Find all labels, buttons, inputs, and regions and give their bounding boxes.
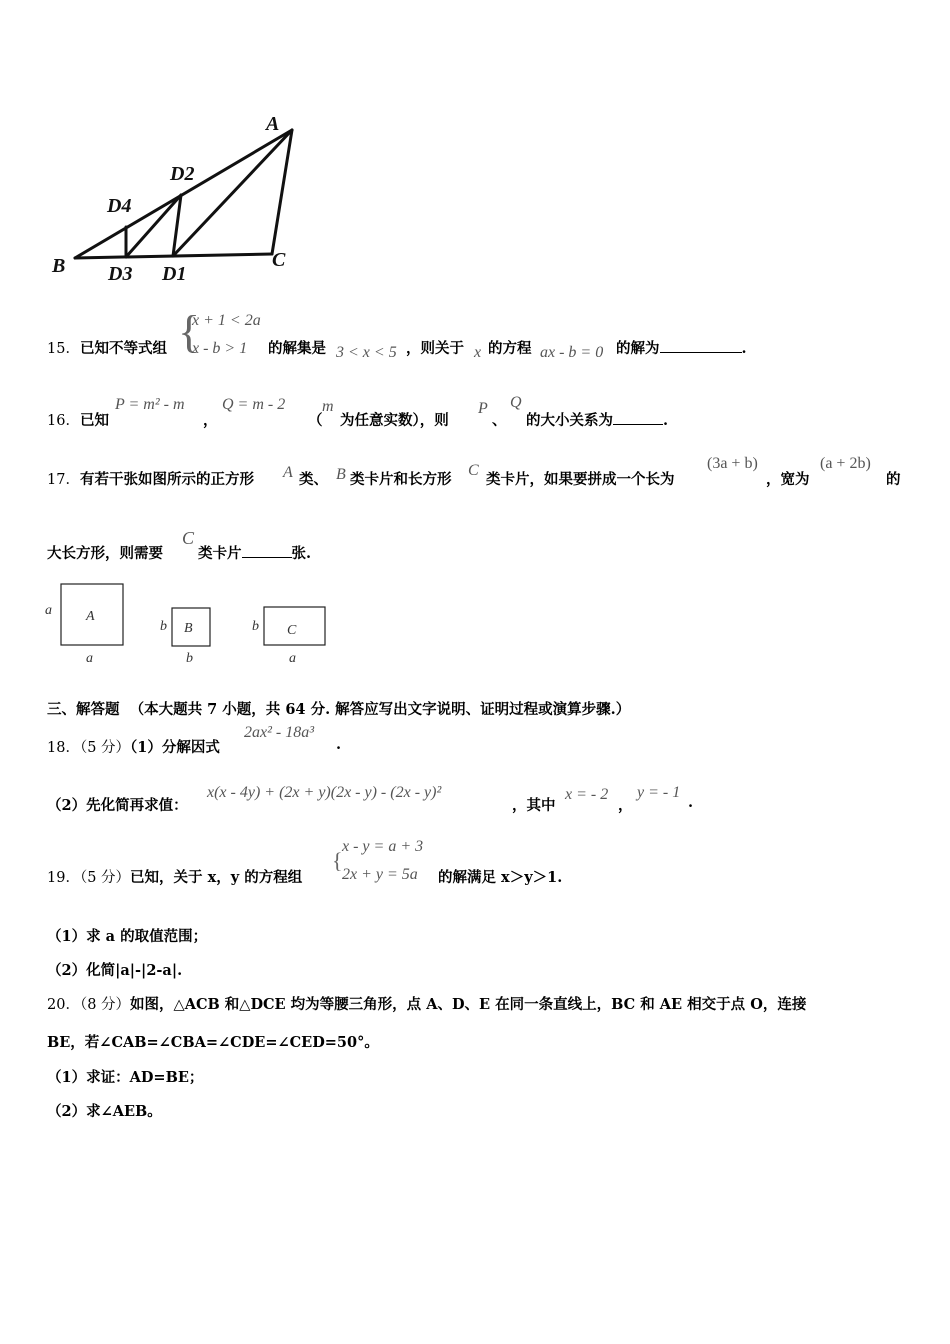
q19-post: 的解满足 x＞y＞1. (438, 869, 563, 886)
q16-paren-text: 为任意实数），则 (340, 412, 449, 429)
q20-number: 20． (47, 997, 80, 1013)
q17-width: (a + 2b) (820, 455, 871, 472)
card-A-bottom-label: a (86, 651, 93, 666)
q20-line2: BE，若∠CAB=∠CBA=∠CDE=∠CED=50°。 (47, 1034, 379, 1051)
q17-line2-pre: 大长方形，则需要 (47, 545, 163, 562)
q18-end2: . (688, 794, 694, 811)
label-B: B (52, 255, 66, 277)
question-19 (47, 866, 302, 887)
q16-Q-expr: Q = m - 2 (222, 396, 286, 413)
q17-line2-post: 类卡片 张. (198, 545, 312, 562)
q18-y-value: y = - 1 (637, 784, 681, 801)
q16-pre: 已知 (79, 412, 109, 429)
section-3-title: 三、解答题 (47, 701, 120, 718)
q17-number: 17． (47, 472, 80, 488)
q17-B: B (336, 466, 346, 483)
q19-part1: （1）求 a 的取值范围； (47, 928, 208, 945)
card-C-side-label: b (252, 619, 259, 634)
q16-comma: ， (203, 412, 218, 429)
card-B-label: B (184, 621, 193, 636)
q16-sep: 、 (492, 412, 507, 429)
q15-system-line1: x + 1 < 2a (192, 312, 261, 329)
cards-figure (40, 578, 340, 670)
section-3-header (47, 698, 630, 719)
q18-expr2: x(x - 4y) + (2x + y)(2x - y) - (2x - y)² (207, 784, 442, 801)
question-17 (47, 468, 254, 489)
q16-P-expr: P = m² - m (115, 396, 185, 413)
q15-pre: 已知不等式组 (79, 340, 167, 357)
q16-Q: Q (510, 394, 522, 411)
q18-number: 18． (47, 740, 80, 756)
label-D2: D2 (170, 163, 195, 185)
q18-end1: . (336, 736, 342, 753)
q16-P: P (478, 400, 488, 417)
q18-mid2: ，其中 (512, 797, 556, 814)
card-A-label: A (86, 609, 95, 624)
card-C-bottom-label: a (289, 651, 296, 666)
q18-comma: ， (618, 797, 633, 814)
q17-t4: ，宽为 (766, 471, 810, 488)
q18-score: （5 分） (79, 740, 131, 756)
q17-pre: 有若干张如图所示的正方形 (79, 471, 254, 488)
q19-system-line2: 2x + y = 5a (342, 866, 418, 883)
q20-part1: （1）求证：AD=BE； (47, 1069, 204, 1086)
q19-score: （5 分） (79, 870, 131, 886)
q17-t5: 的 (886, 471, 901, 488)
q17-C2: C (182, 528, 195, 548)
q18-x-value: x = - 2 (565, 786, 609, 803)
q19-system-line1: x - y = a + 3 (342, 838, 424, 855)
q20-line1: 如图，△ACB 和△DCE 均为等腰三角形，点 A、D、E 在同一条直线上，BC 和 AE 相交于点 O，连接 (130, 996, 807, 1013)
q19-pre: 已知，关于 x，y 的方程组 (130, 869, 303, 886)
q15-solution: 3 < x < 5 (336, 344, 397, 361)
line-BA (75, 130, 292, 258)
q16-paren-open: （ (308, 412, 323, 429)
label-D1: D1 (162, 263, 187, 285)
q18-expr1: 2ax² - 18a³ (244, 724, 315, 741)
q17-t1: 类、 (299, 471, 328, 488)
question-18 (47, 736, 220, 757)
question-16 (47, 409, 109, 430)
question-15 (47, 337, 167, 358)
q17-A: A (283, 464, 293, 481)
q19-number: 19． (47, 870, 80, 886)
label-D3: D3 (108, 263, 133, 285)
section-3-note: （本大题共 7 小题，共 64 分. 解答应写出文字说明、证明过程或演算步骤.） (129, 701, 631, 718)
q18-part1: （1）分解因式 (130, 739, 220, 756)
card-A-side-label: a (45, 603, 52, 618)
q15-system-brace: { (178, 306, 201, 357)
card-B-bottom-label: b (186, 651, 193, 666)
q15-mid3: 的方程 (488, 340, 532, 357)
label-A: A (266, 113, 280, 135)
q15-mid2: ，则关于 (406, 340, 464, 357)
q19-system-brace: { (332, 848, 343, 873)
q17-C: C (468, 462, 479, 479)
q15-equation: ax - b = 0 (540, 344, 604, 361)
q16-m: m (322, 398, 334, 415)
q15-number: 15． (47, 341, 80, 357)
card-B-side-label: b (160, 619, 167, 634)
q15-mid1: 的解集是 (268, 340, 326, 357)
q15-system-line2: x - b > 1 (192, 340, 248, 357)
q17-t3: 类卡片，如果要拼成一个长为 (486, 471, 675, 488)
card-C-label: C (287, 623, 297, 638)
triangle-figure (40, 110, 310, 295)
q20-score: （8 分） (79, 997, 131, 1013)
q15-post: 的解为 . (616, 340, 747, 357)
q19-part2: （2）化简|a|-|2-a|. (47, 962, 183, 979)
q18-part2: （2）先化简再求值： (47, 797, 188, 814)
q16-post: 的大小关系为 . (526, 412, 669, 429)
q20-part2: （2）求∠AEB。 (47, 1103, 162, 1120)
question-20 (47, 993, 806, 1014)
q17-length: (3a + b) (707, 455, 758, 472)
q17-t2: 类卡片和长方形 (350, 471, 452, 488)
label-C: C (272, 249, 286, 271)
label-D4: D4 (107, 195, 132, 217)
q15-var: x (474, 344, 482, 361)
q16-number: 16． (47, 413, 80, 429)
